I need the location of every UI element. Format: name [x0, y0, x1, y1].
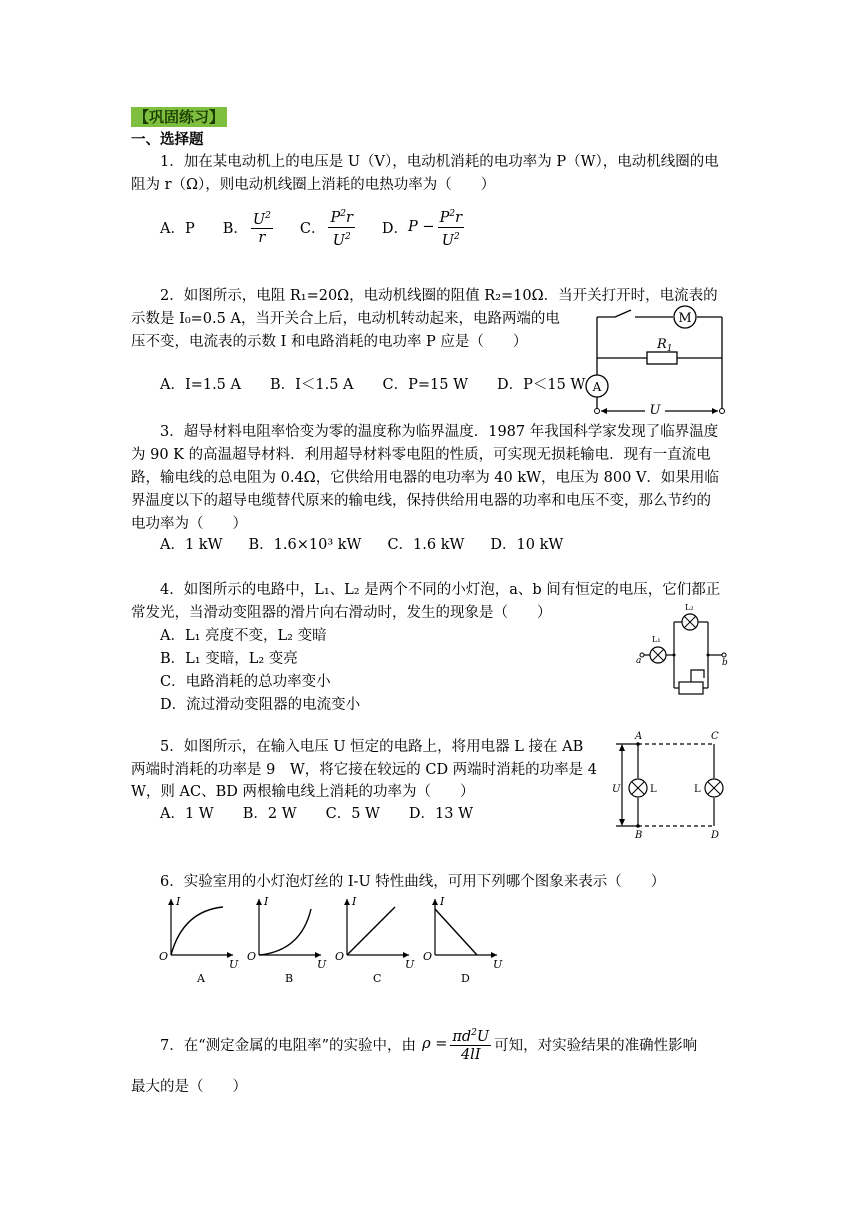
lamp-l2-label: L₂ — [685, 603, 694, 612]
point-a-label: A — [635, 731, 643, 742]
y-axis-label: I — [352, 895, 357, 908]
iu-curve — [259, 909, 311, 955]
y-axis-label: I — [264, 895, 269, 908]
x-axis-label: U — [317, 958, 327, 971]
q1-option-c-label: C． — [299, 220, 326, 237]
q1-line2: 阻为 r（Ω），则电动机线圈上消耗的电热功率为（ ） — [131, 177, 496, 193]
practice-tag: 【巩固练习】 — [131, 107, 227, 128]
q1-option-d-formula: P − — [408, 219, 435, 235]
graph-option-label: B — [285, 972, 294, 985]
q4-line1: 4．如图所示的电路中，L₁、L₂ 是两个不同的小灯泡，a、b 间有恒定的电压，它们都正 — [160, 582, 721, 598]
section-heading: 一、选择题 — [131, 131, 204, 148]
q5-line1: 5．如图所示，在输入电压 U 恒定的电路上，将用电器 L 接在 AB — [160, 739, 584, 755]
graph-d — [423, 895, 503, 985]
x-axis-label: U — [229, 958, 239, 971]
y-axis-label: I — [440, 895, 445, 908]
motor-label: M — [678, 311, 692, 326]
iu-curve — [171, 907, 223, 955]
iu-curve — [347, 907, 395, 955]
q6-line1: 6．实验室用的小灯泡灯丝的 I-U 特性曲线，可用下列哪个图象来表示（ ） — [160, 874, 666, 890]
q7-line2: 最大的是（ ） — [131, 1079, 247, 1095]
graph-b — [247, 895, 327, 985]
q1-option-b-label: B． — [222, 220, 248, 237]
lamp-ab-label: L — [650, 784, 657, 795]
lamp-l1-label: L₁ — [652, 635, 661, 644]
graph-c — [335, 895, 415, 985]
q1-options — [160, 205, 467, 249]
q1-option-b-formula: $\frac{U^2}{r}$ — [251, 207, 273, 248]
q1-line1: 1．加在某电动机上的电压是 U（V），电动机消耗的电功率为 P（W），电动机线圈的电 — [160, 154, 719, 170]
point-d-label: D — [711, 830, 720, 840]
q2-options: A．I=1.5 A B．I＜1.5 A C．P=15 W D．P＜15 W — [160, 377, 586, 393]
origin-label: O — [335, 950, 345, 963]
voltage-u-label: U — [612, 784, 621, 795]
q2-line1: 2．如图所示，电阻 R₁=20Ω，电动机线圈的阻值 R₂=10Ω．当开关打开时，电流表的 — [160, 288, 718, 304]
q3-option-c: C．1.6 kW — [387, 537, 465, 553]
q3-option-a: A．1 kW — [160, 537, 223, 553]
q7-formula-fraction: $\frac{\pi d^2U}{4lI}$ — [450, 1024, 491, 1065]
q6-graph-options — [155, 893, 515, 985]
q4-circuit-diagram — [632, 600, 737, 695]
q5-line2: 两端时消耗的功率是 9 W，将它接在较远的 CD 两端时消耗的功率是 4 — [131, 762, 598, 778]
terminal-a-label: a — [636, 656, 642, 666]
y-axis-label: I — [176, 895, 181, 908]
q5-circuit-diagram — [612, 728, 732, 840]
q7-line1-end: 可知，对实验结果的准确性影响 — [494, 1037, 698, 1054]
q4-option-b: B．L₁ 变暗，L₂ 变亮 — [160, 651, 298, 667]
q3-option-b: B．1.6×10³ kW — [248, 537, 362, 553]
q5-options: A．1 W B．2 W C．5 W D．13 W — [160, 806, 474, 822]
q1-option-d-label: D． — [381, 220, 409, 237]
q2-line2: 示数是 I₀=0.5 A，当开关合上后，电动机转动起来，电路两端的电 — [131, 311, 560, 327]
q1-option-d-fraction: $\frac{P^2r}{U^2}$ — [438, 205, 464, 250]
terminal-b-label: b — [722, 658, 728, 668]
q7-line1 — [160, 1022, 697, 1066]
q4-option-c: C．电路消耗的总功率变小 — [160, 674, 331, 690]
point-b-label: B — [635, 830, 643, 840]
q3-line2: 为 90 K 的高温超导材料．利用超导材料零电阻的性质，可实现无损耗输电．现有一直流电 — [131, 447, 711, 463]
q7-formula-rho: ρ = — [422, 1036, 448, 1052]
origin-label: O — [423, 950, 433, 963]
q3-line3: 路，输电线的总电阻为 0.4Ω，它供给用电器的电功率为 40 kW，电压为 800 V．如果用临 — [131, 470, 719, 486]
lamp-cd-label: L — [694, 784, 701, 795]
q3-line5: 电功率为（ ） — [131, 516, 247, 532]
q7-line1-start: 7．在“测定金属的电阻率”的实验中，由 — [160, 1037, 417, 1054]
q5-line3: W，则 AC、BD 两根输电线上消耗的功率为（ ） — [131, 784, 475, 800]
origin-label: O — [159, 950, 169, 963]
q4-option-a: A．L₁ 亮度不变，L₂ 变暗 — [160, 628, 327, 644]
q3-line1: 3．超导材料电阻率恰变为零的温度称为临界温度．1987 年我国科学家发现了临界温度 — [160, 424, 719, 440]
q2-circuit-diagram — [585, 300, 730, 418]
q1-option-c-formula: $\frac{P^2r}{U^2}$ — [328, 205, 354, 250]
q6-graph-group — [159, 895, 503, 985]
graph-option-label: A — [197, 972, 205, 985]
graph-a — [159, 895, 239, 985]
x-axis-label: U — [493, 958, 503, 971]
q1-option-a: A．P — [160, 220, 195, 237]
voltage-label: U — [649, 403, 661, 418]
x-axis-label: U — [405, 958, 415, 971]
point-c-label: C — [711, 731, 719, 742]
q3-options — [160, 535, 563, 555]
q3-line4: 界温度以下的超导电缆替代原来的输电线，保持供给用电器的功率和电压不变，那么节约的 — [131, 493, 711, 509]
q4-line2: 常发光，当滑动变阻器的滑片向右滑动时，发生的现象是（ ） — [131, 605, 552, 621]
graph-option-label: C — [373, 972, 382, 985]
ammeter-label: A — [592, 380, 602, 394]
q2-line3: 压不变，电流表的示数 I 和电路消耗的电功率 P 应是（ ） — [131, 334, 528, 350]
origin-label: O — [247, 950, 257, 963]
q3-option-d: D．10 kW — [490, 537, 564, 553]
iu-curve — [435, 909, 477, 955]
q4-option-d: D．流过滑动变阻器的电流变小 — [160, 697, 361, 713]
resistor-label: $R_1$ — [657, 337, 673, 354]
graph-option-label: D — [461, 972, 470, 985]
